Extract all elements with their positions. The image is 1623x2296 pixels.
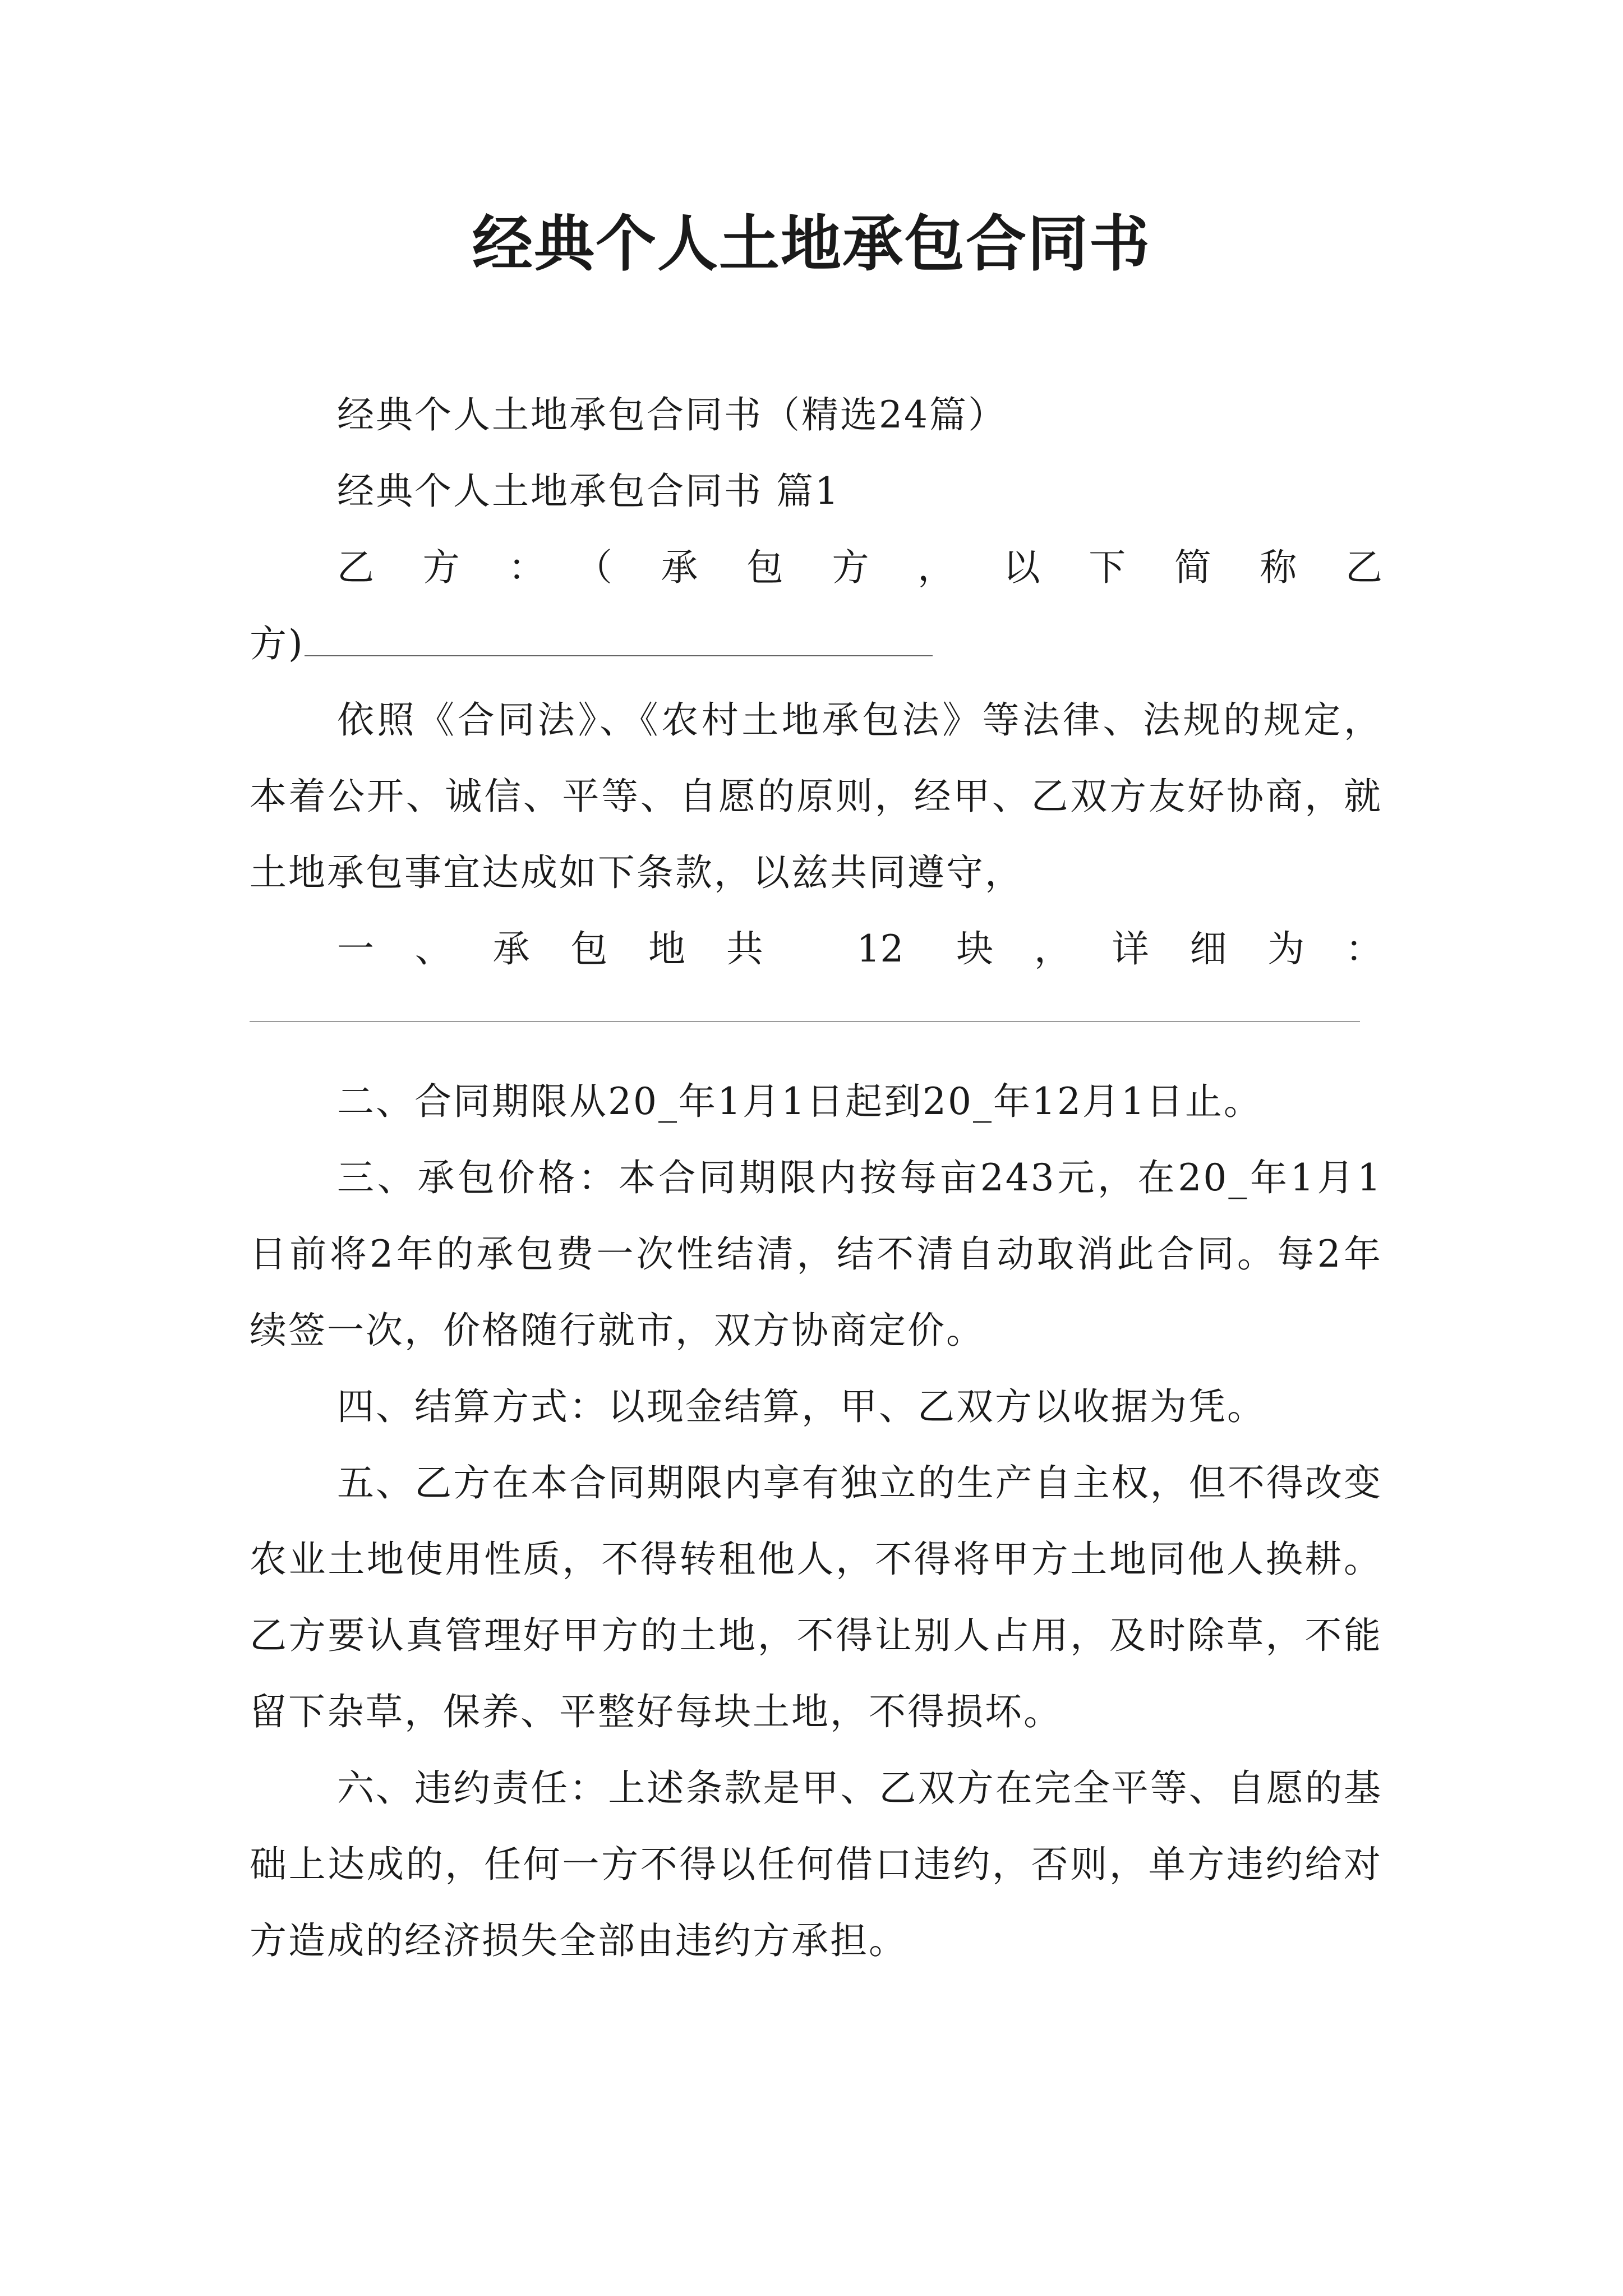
clause-4: 四、结算方式：以现金结算，甲、乙双方以收据为凭。 (337, 1385, 1266, 1428)
clause-6: 六、违约责任：上述条款是甲、乙双方在完全平等、自愿的基础上达成的，任何一方不得以任何借口违约，否则，单方违约给对方造成的经济损失全部由违约方承担。 (250, 1766, 1382, 1962)
party-b-suffix: 方) (250, 622, 305, 665)
separator-line (250, 987, 1382, 1064)
blank-line (305, 616, 933, 656)
party-b-line-continued (250, 606, 1382, 682)
intro-paragraph: 依照《合同法》、《农村土地承包法》等法律、法规的规定，本着公开、诚信、平等、自愿的原则，经甲、乙双方友好协商，就土地承包事宜达成如下条款，以兹共同遵守， (250, 698, 1382, 894)
subtitle: 经典个人土地承包合同书（精选24篇） (337, 393, 1007, 436)
document-title: 经典个人土地承包合同书 (472, 209, 1151, 279)
party-b-line: 乙方：（承包方，以下简称乙 (337, 546, 1382, 589)
clause-2: 二、合同期限从20_年1月1日起到20_年12月1日止。 (337, 1080, 1262, 1123)
document-body (250, 377, 1382, 1979)
section-heading: 经典个人土地承包合同书 篇1 (337, 470, 840, 513)
clause-1: 一、承包地共 12 块，详细为： (337, 927, 1382, 970)
clause-5: 五、乙方在本合同期限内享有独立的生产自主权，但不得改变农业土地使用性质，不得转租他人，不得将甲方土地同他人换耕。乙方要认真管理好甲方的土地，不得让别人占用，及时除草，不能留下杂草，保养、平整好每块土地，不得损坏。 (250, 1461, 1382, 1733)
clause-3: 三、承包价格：本合同期限内按每亩243元，在20_年1月1日前将2年的承包费一次性结清，结不清自动取消此合同。每2年续签一次，价格随行就市，双方协商定价。 (250, 1156, 1382, 1352)
